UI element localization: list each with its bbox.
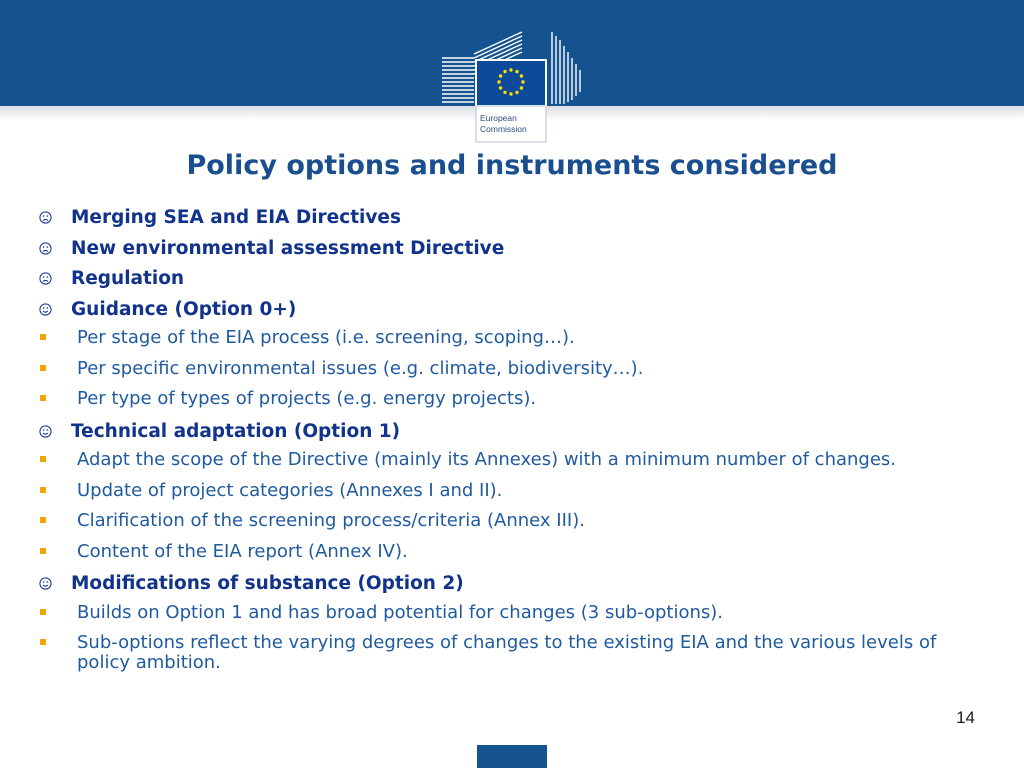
detail-text: Per stage of the EIA process (i.e. screening, scoping…). [77,327,575,348]
detail-text: Per specific environmental issues (e.g. climate, biodiversity…). [77,357,644,379]
detail-item [38,359,978,379]
square-bullet-icon [40,517,46,523]
option-label: Guidance (Option 0+) [71,298,297,320]
detail-item [38,603,978,623]
sad-face-icon [39,272,52,285]
detail-item [38,633,978,673]
detail-item [38,328,978,348]
detail-item [38,511,978,531]
slide-title: Policy options and instruments considered [186,150,838,181]
option-label: Technical adaptation (Option 1) [71,420,401,442]
detail-item [38,389,978,409]
detail-text: Update of project categories (Annexes I and II). [77,479,503,501]
footer-flag [477,745,547,768]
smiley-face-icon [39,303,52,316]
eu-flag [476,60,546,106]
sad-face-icon [39,211,52,224]
smiley-face-icon [39,577,52,590]
square-bullet-icon [40,334,46,340]
square-bullet-icon [40,609,46,615]
sad-face-icon [39,242,52,255]
option-regulation [38,267,978,291]
square-bullet-icon [40,639,46,645]
smiley-face-icon [39,425,52,438]
square-bullet-icon [40,456,46,462]
option-modifications-substance [38,572,978,596]
option-label: Regulation [71,268,185,289]
detail-text: Adapt the scope of the Directive (mainly its Annexes) with a minimum number of changes. [77,449,897,470]
detail-item [38,542,978,562]
slide-content [38,206,978,684]
detail-text: Clarification of the screening process/criteria (Annex III). [77,510,585,531]
square-bullet-icon [40,487,46,493]
detail-text: Builds on Option 1 and has broad potential for changes (3 sub-options). [77,601,724,623]
page-number: 14 [956,708,975,727]
option-new-directive [38,237,978,261]
option-technical-adaptation [38,420,978,444]
detail-item [38,481,978,501]
european-commission-logo [436,30,586,145]
square-bullet-icon [40,365,46,371]
detail-text: Per type of types of projects (e.g. energy projects). [77,388,537,409]
option-merging-sea-eia [38,206,978,230]
building-lines-right [552,32,580,104]
option-label: Modifications of substance (Option 2) [71,573,464,594]
logo-label-text: European Commission [480,113,527,134]
option-label: Merging SEA and EIA Directives [71,207,401,228]
square-bullet-icon [40,395,46,401]
option-label: New environmental assessment Directive [71,237,505,259]
detail-text: Content of the EIA report (Annex IV). [77,540,408,562]
option-guidance [38,298,978,322]
square-bullet-icon [40,548,46,554]
detail-item [38,450,978,470]
detail-text: Sub-options reflect the varying degrees of changes to the existing EIA and the various levels of policy ambition. [77,632,937,673]
